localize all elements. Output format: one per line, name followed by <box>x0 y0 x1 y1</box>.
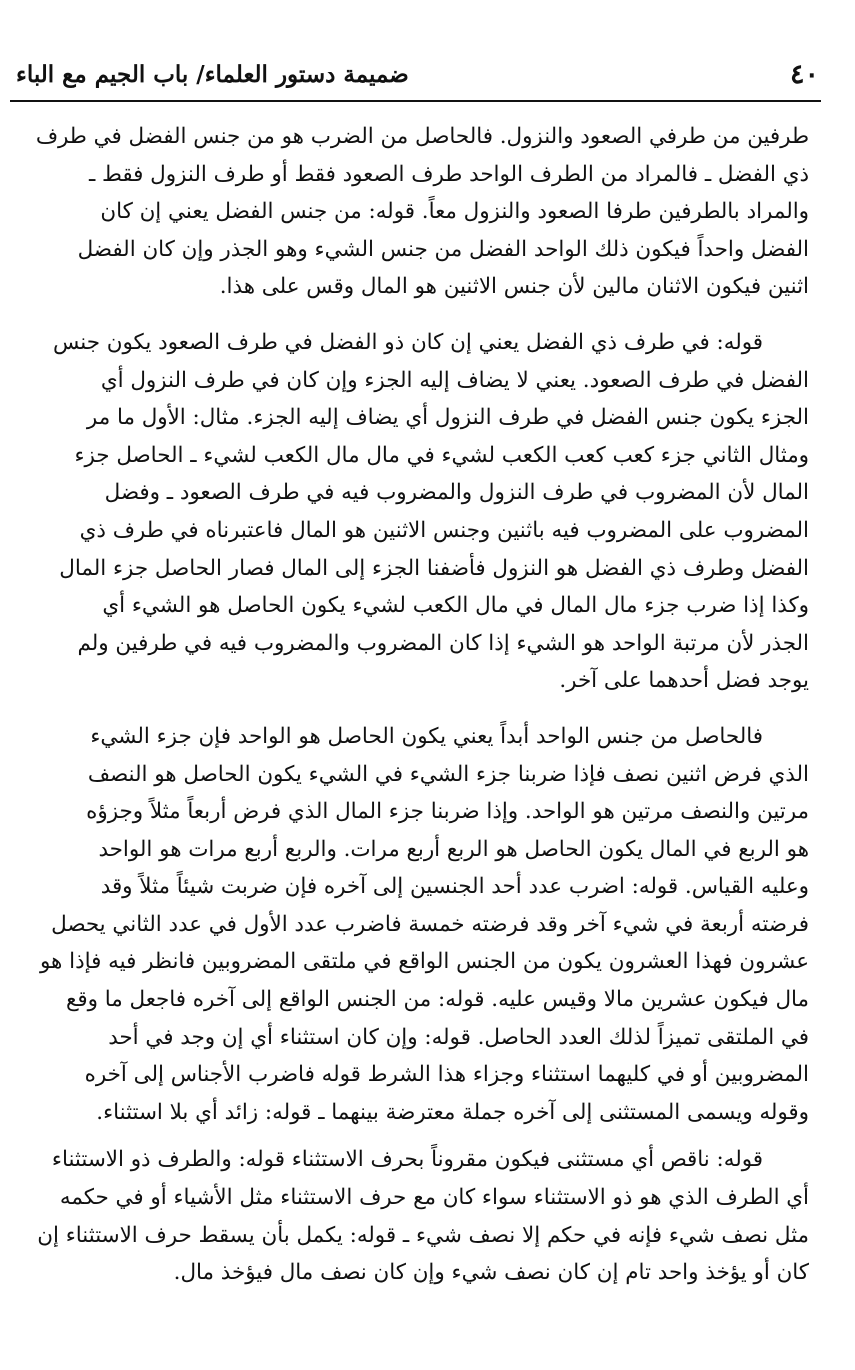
text-line: وعليه القياس. قوله: اضرب عدد أحد الجنسين إلى آخره فإن ضربت شيئاً مثلاً وقد <box>100 874 809 900</box>
text-line: الذي فرض اثنين نصف فإذا ضربنا جزء الشيء في الشيء يكون الحاصل هو النصف <box>87 761 809 787</box>
text-line: مثل نصف شيء فإنه في حكم إلا نصف شيء ـ قوله: يكمل بأن يسقط حرف الاستثناء إن <box>37 1222 809 1248</box>
text-line: طرفين من طرفي الصعود والنزول. فالحاصل من الضرب هو من جنس الفضل في طرف <box>35 124 809 149</box>
text-line: الفضل في طرف الصعود. يعني لا يضاف إليه الجزء وإن كان في طرف النزول أي <box>100 367 809 393</box>
text-line: ذي الفضل ـ فالمراد من الطرف الواحد طرف الصعود فقط أو طرف النزول فقط ـ <box>88 161 809 187</box>
paragraph-1 <box>14 118 809 306</box>
text-line: كان أو يؤخذ واحد تام إن كان نصف شيء وإن كان نصف مال فيؤخذ مال. <box>173 1260 809 1286</box>
text-line: قوله: ناقص أي مستثنى فيكون مقروناً بحرف الاستثناء قوله: والطرف ذو الاستثناء <box>51 1147 763 1173</box>
text-line: الجزء يكون جنس الفضل في طرف النزول أي يضاف إليه الجزء. مثال: الأول ما مر <box>86 405 809 431</box>
page-number: ٤٠ <box>789 58 819 90</box>
paragraph-3 <box>14 718 809 1132</box>
text-line: الجذر لأن مرتبة الواحد هو الشيء إذا كان المضروب والمضروب فيه في طرفين ولم <box>77 630 809 656</box>
paragraph-2 <box>14 324 809 700</box>
text-line: مال فيكون عشرين مالا وقيس عليه. قوله: من الجنس الواقع إلى آخره فاجعل ما وقع <box>65 987 809 1013</box>
text-line: الفضل واحداً فيكون ذلك الواحد الفضل من جنس الشيء وهو الجذر وإن كان الفضل <box>77 236 809 262</box>
text-line: الفضل وطرف ذي الفضل هو النزول فأضفنا الجزء إلى المال فصار الحاصل جزء المال <box>59 555 809 581</box>
text-line: فرضته أربعة في شيء آخر وقد فرضته خمسة فاضرب عدد الأول في عدد الثاني يحصل <box>51 911 809 937</box>
text-line: قوله: في طرف ذي الفضل يعني إن كان ذو الفضل في طرف الصعود يكون جنس <box>53 329 763 355</box>
text-line: المضروبين أو في كليهما استثناء وجزاء هذا الشرط قوله فاضرب الأجناس إلى آخره <box>84 1062 809 1088</box>
running-title: ضميمة دستور العلماء/ باب الجيم مع الباء <box>16 60 409 88</box>
text-line: المال لأن المضروب في طرف النزول والمضروب فيه في طرف الصعود ـ وفضل <box>104 480 809 506</box>
paragraph-4 <box>14 1141 809 1291</box>
text-line: هو الربع في المال يكون الحاصل هو الربع أربع مرات. والربع أربع مرات هو الواحد <box>98 836 809 862</box>
text-line: مرتين والنصف مرتين هو الواحد. وإذا ضربنا جزء المال الذي فرض أربعاً مثلاً وجزؤه <box>86 799 809 825</box>
text-line: يوجد فضل أحدهما على آخر. <box>559 668 809 694</box>
text-line: وكذا إذا ضرب جزء مال المال في مال الكعب لشيء يكون الحاصل هو الشيء أي <box>102 593 809 619</box>
page-header <box>10 48 821 102</box>
text-line: وقوله ويسمى المستثنى إلى آخره جملة معترضة بينهما ـ قوله: زائد أي بلا استثناء. <box>96 1099 809 1125</box>
text-line: المضروب على المضروب فيه باثنين وجنس الاثنين هو المال فاعتبرناه في طرف ذي <box>79 517 809 543</box>
text-line: والمراد بالطرفين طرفا الصعود والنزول معاً. قوله: من جنس الفضل يعني إن كان <box>100 199 809 225</box>
text-line: فالحاصل من جنس الواحد أبداً يعني يكون الحاصل هو الواحد فإن جزء الشيء <box>90 723 763 749</box>
text-line: اثنين فيكون الاثنان مالين لأن جنس الاثنين هو المال وقس على هذا. <box>219 274 809 300</box>
text-line: أي الطرف الذي هو ذو الاستثناء سواء كان مع حرف الاستثناء مثل الأشياء أو في حكمه <box>59 1185 809 1211</box>
body-text <box>14 118 809 1292</box>
text-line: في الملتقى تميزاً لذلك العدد الحاصل. قوله: وإن كان استثناء أي إن وجد في أحد <box>108 1024 809 1050</box>
text-line: عشرون فهذا العشرون يكون من الجنس الواقع في ملتقى المضروبين فانظر فيه فإذا هو <box>40 949 809 975</box>
text-line: ومثال الثاني جزء كعب كعب الكعب لشيء في مال مال الكعب لشيء ـ الحاصل جزء <box>74 442 809 468</box>
